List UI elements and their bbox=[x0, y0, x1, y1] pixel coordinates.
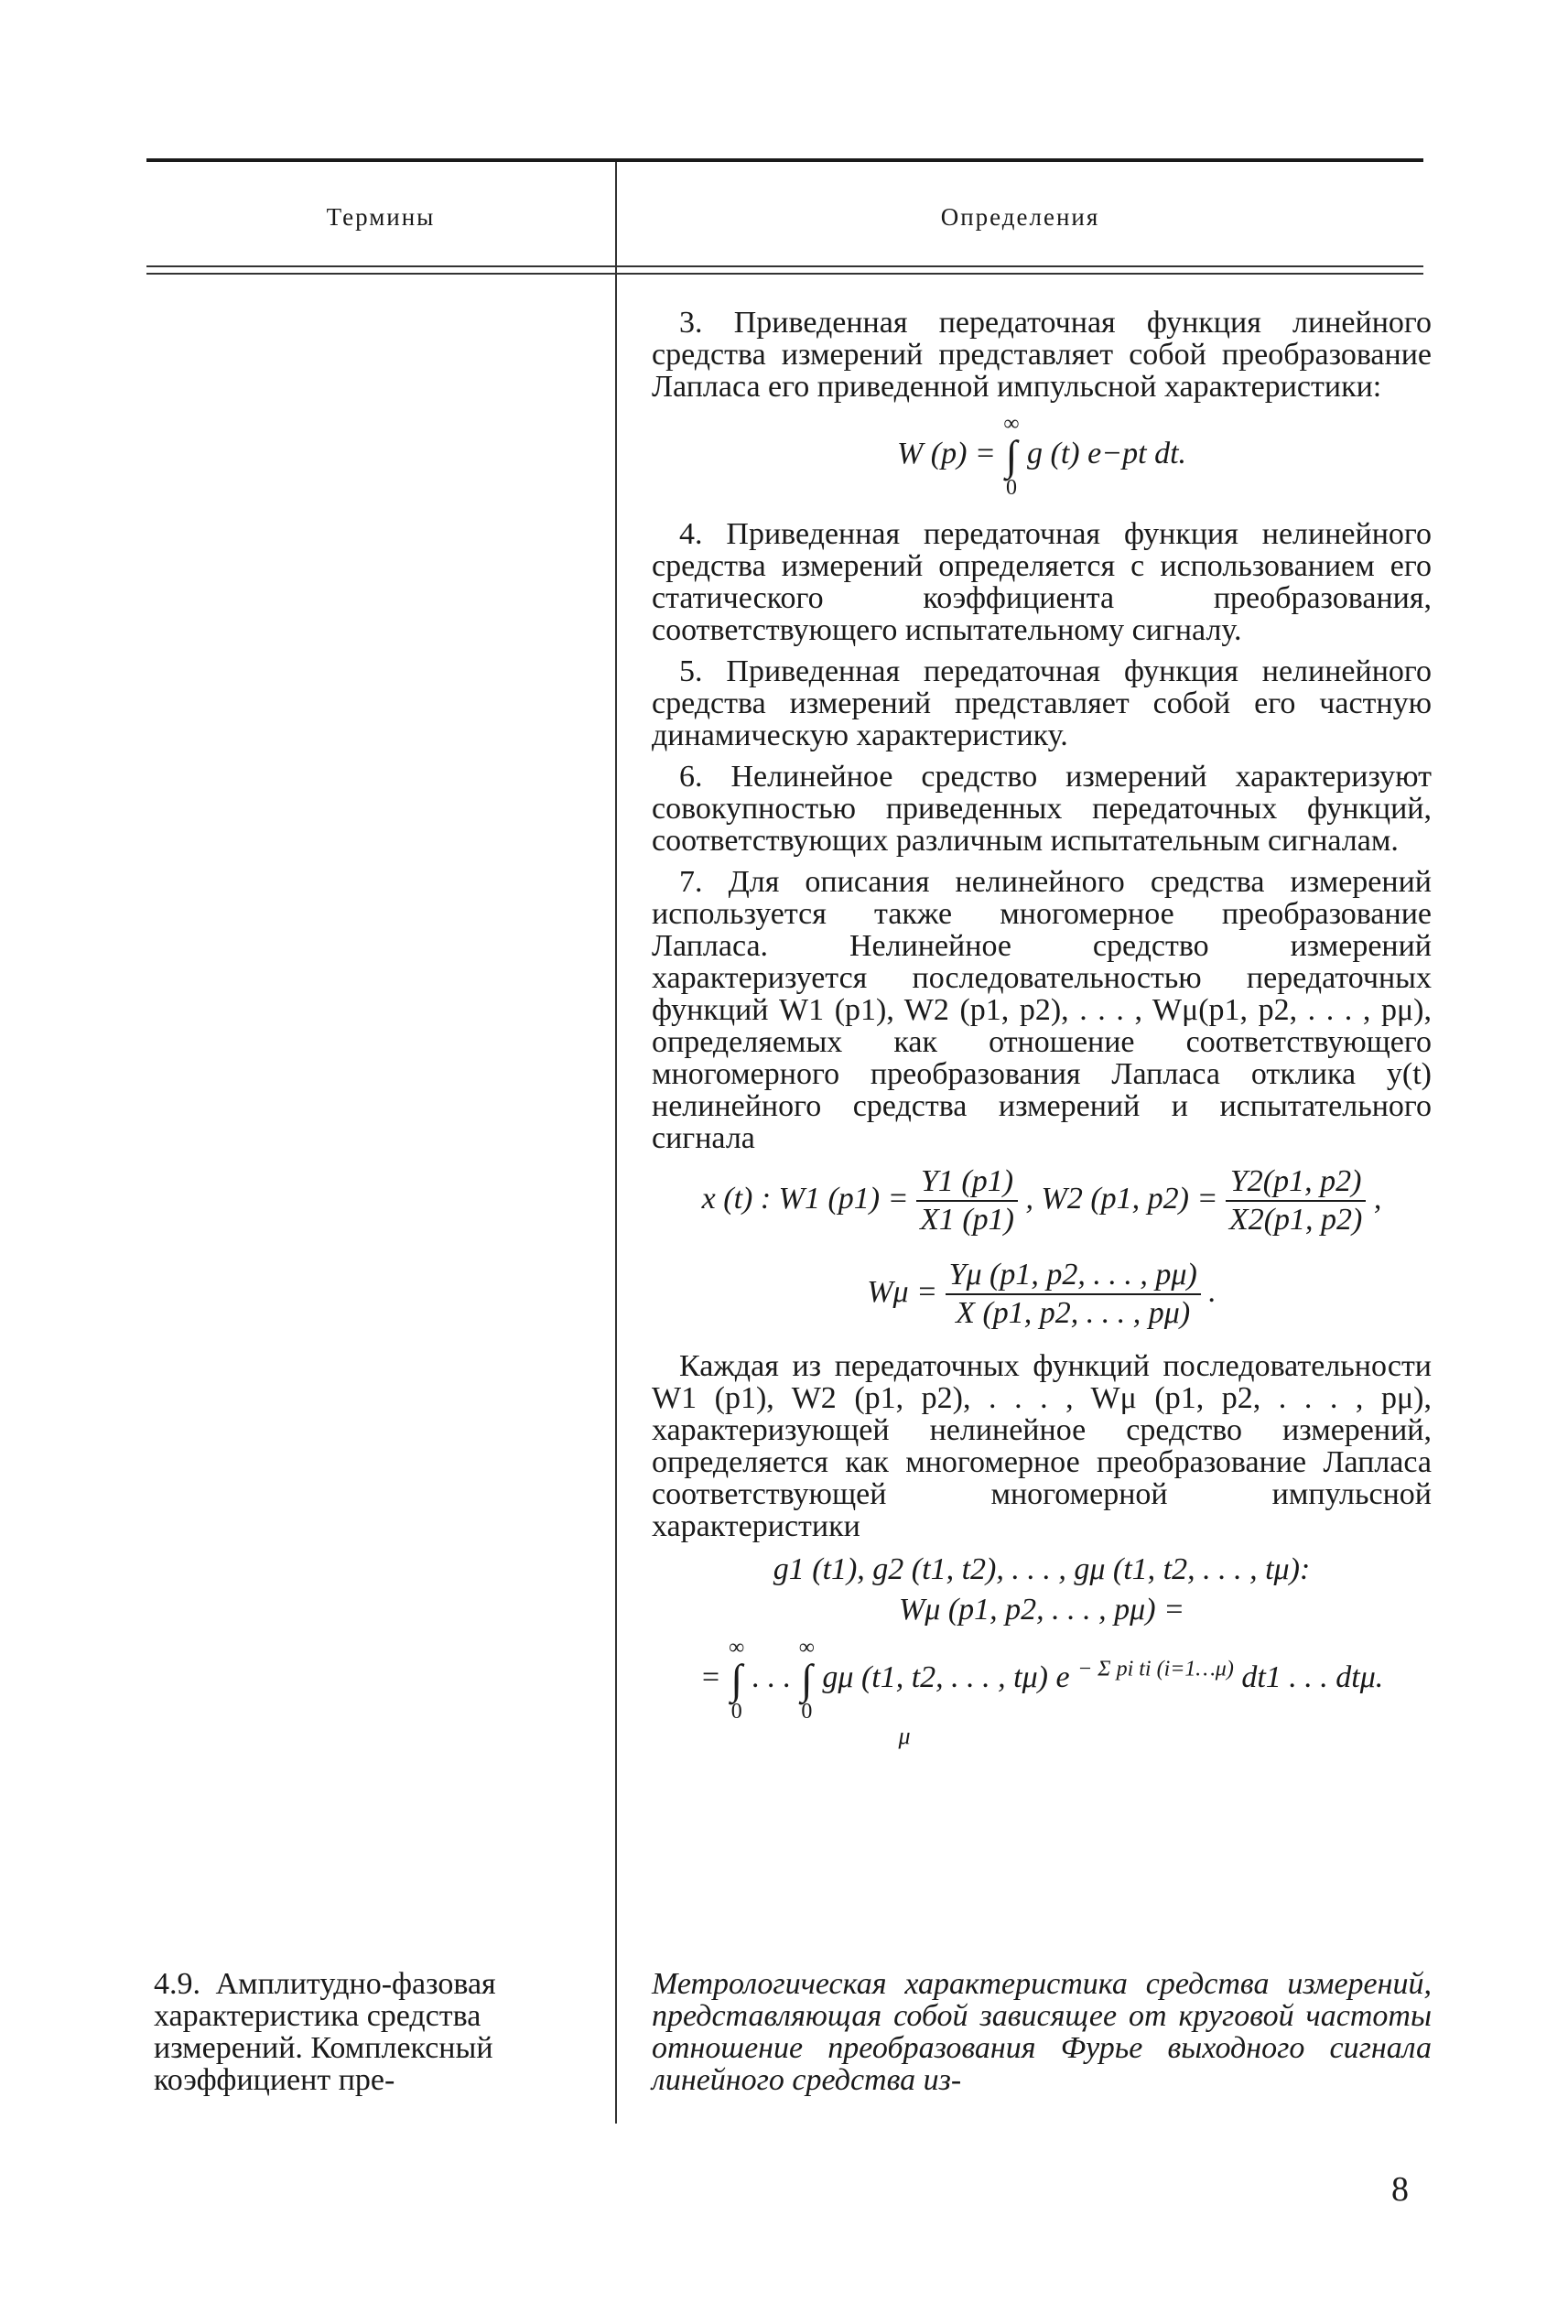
formula-equals: = bbox=[699, 1659, 721, 1694]
integral-2-lower: 0 bbox=[801, 1700, 813, 1724]
note-3: 3. Приведенная передаточная функция линейного средства измерений представляет собой преобразование Лапласа его приведенной импульсной характеристики: bbox=[652, 306, 1432, 404]
table-top-rule bbox=[146, 158, 1423, 162]
integral-sign-1 bbox=[729, 1636, 744, 1724]
integral-sign bbox=[1003, 412, 1019, 500]
formula-multidim-body: gμ (t1, t2, . . . , tμ) e bbox=[822, 1659, 1070, 1694]
integral-symbol-1: ∫ bbox=[730, 1656, 743, 1702]
formula-wmu-lead: Wμ = bbox=[867, 1274, 938, 1309]
formula-wmu bbox=[652, 1257, 1432, 1332]
fraction-w1-denominator: X1 (p1) bbox=[920, 1203, 1014, 1237]
column-divider bbox=[615, 162, 617, 2124]
integral-symbol-2: ∫ bbox=[801, 1656, 813, 1702]
header-rule-upper bbox=[146, 265, 1423, 267]
fraction-wmu-numerator: Yμ (p1, p2, . . . , pμ) bbox=[946, 1257, 1201, 1295]
integral-dots: . . . bbox=[752, 1659, 792, 1694]
formula-w1-lead: x (t) : W1 (p1) = bbox=[701, 1181, 909, 1216]
formula-w2-lead: , W2 (p1, p2) = bbox=[1025, 1181, 1218, 1216]
formula-laplace-right: g (t) e−pt dt. bbox=[1027, 436, 1187, 470]
fraction-w2-denominator: X2(p1, p2) bbox=[1228, 1203, 1363, 1237]
integral-lower-limit: 0 bbox=[1005, 476, 1017, 500]
term-4-9-number: 4.9. bbox=[154, 1967, 200, 2001]
column-header-terms: Термины bbox=[326, 203, 436, 231]
formula-wmu-end: . bbox=[1208, 1274, 1217, 1309]
formula-impulse-list: g1 (t1), g2 (t1, t2), . . . , gμ (t1, t2, . . . , tμ): bbox=[773, 1552, 1311, 1586]
integral-sign-2 bbox=[799, 1636, 815, 1724]
term-4-9 bbox=[154, 1968, 602, 2096]
formula-laplace-left: W (p) = bbox=[896, 436, 996, 470]
integral-1-upper: ∞ bbox=[729, 1636, 745, 1659]
integral-1-lower: 0 bbox=[730, 1700, 742, 1724]
header-rule-lower bbox=[146, 273, 1423, 275]
term-4-9-text: Амплитудно-фазовая характеристика средства измерений. Комплексный коэффициент пре- bbox=[154, 1967, 496, 2097]
formula-laplace bbox=[652, 412, 1432, 500]
fraction-wmu-denominator: X (p1, p2, . . . , pμ) bbox=[956, 1296, 1191, 1330]
fraction-w2 bbox=[1226, 1163, 1366, 1238]
note-7-continued: Каждая из передаточных функций последовательности W1 (p1), W2 (p1, p2), . . . , Wμ (p1, p2, . . . , pμ), характеризующей нелинейное средство измерений, определяется как многомерное преобразование Лапласа соответствующей многомерной импульсной характеристики bbox=[652, 1349, 1432, 1543]
page-number: 8 bbox=[1391, 2170, 1409, 2209]
integral-2-upper: ∞ bbox=[798, 1636, 815, 1659]
definition-4-9: Метрологическая характеристика средства измерений, представляющая собой зависящее от круговой частоты отношение преобразования Фурье выходного сигнала линейного средства из- bbox=[652, 1967, 1432, 2097]
formula-w2-end: , bbox=[1373, 1181, 1382, 1216]
integral-symbol: ∫ bbox=[1005, 432, 1018, 479]
formula-multidim-lead: Wμ (p1, p2, . . . , pμ) = bbox=[898, 1593, 1185, 1627]
fraction-wmu bbox=[946, 1257, 1201, 1332]
note-5: 5. Приведенная передаточная функция нелинейного средства измерений представляет собой его частную динамическую характеристику. bbox=[652, 654, 1432, 752]
note-7: 7. Для описания нелинейного средства измерений используется также многомерное преобразование Лапласа. Нелинейное средство измерений характеризуется последовательностью передаточных функций W1 (p1), W2 (p1, p2), . . . , Wμ(p1, p2, . . . , pμ), определяемых как отношение соответствующего многомерного преобразования Лапласа отклика y(t) нелинейного средства измерений и испытательного сигнала bbox=[652, 865, 1432, 1155]
note-4: 4. Приведенная передаточная функция нелинейного средства измерений определяется с использованием его статического коэффициента преобразования, соответствующего испытательному сигналу. bbox=[652, 517, 1432, 647]
integral-upper-limit: ∞ bbox=[1003, 412, 1020, 436]
formula-transfer-ratios bbox=[652, 1163, 1432, 1238]
fraction-w1-numerator: Y1 (p1) bbox=[916, 1163, 1018, 1202]
definitions-column bbox=[652, 307, 1432, 1773]
integral-multiplicity-mu: μ bbox=[898, 1723, 911, 1749]
note-6: 6. Нелинейное средство измерений характеризуют совокупностью приведенных передаточных функций, соответствующих различным испытательным сигналам. bbox=[652, 760, 1432, 858]
fraction-w2-numerator: Y2(p1, p2) bbox=[1226, 1163, 1366, 1202]
fraction-w1 bbox=[916, 1163, 1018, 1238]
formula-multidim-tail: dt1 . . . dtμ. bbox=[1241, 1659, 1384, 1694]
formula-multidim-laplace bbox=[652, 1636, 1432, 1755]
formula-multidim-exponent: − Σ pi ti (i=1…μ) bbox=[1077, 1657, 1234, 1681]
column-header-definitions: Определения bbox=[940, 203, 1100, 231]
